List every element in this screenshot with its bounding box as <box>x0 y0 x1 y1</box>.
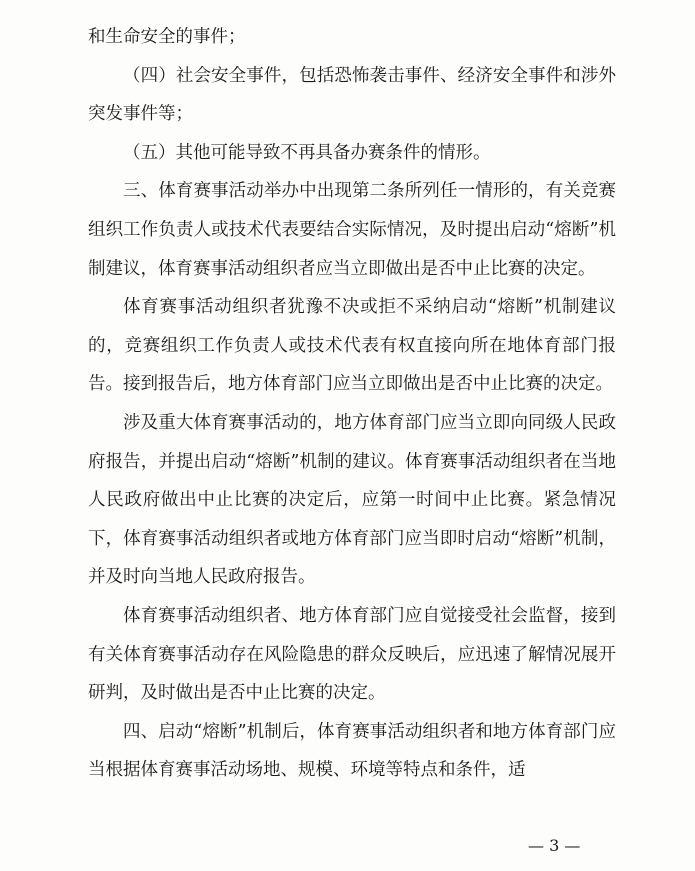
paragraph-8: 四、启动“熔断”机制后，体育赛事活动组织者和地方体育部门应当根据体育赛事活动场地、规模、环境等特点和条件，适 <box>88 721 616 781</box>
paragraph-3: （五）其他可能导致不再具备办赛条件的情形。 <box>123 142 491 163</box>
paragraph-1: 和生命安全的事件； <box>88 27 246 47</box>
paragraph-2: （四）社会安全事件，包括恐怖袭击事件、经济安全事件和涉外突发事件等； <box>88 65 616 125</box>
page-number: — 3 — <box>528 836 581 855</box>
paragraph-4: 三、体育赛事活动举办中出现第二条所列任一情形的，有关竞赛组织工作负责人或技术代表要结合实际情况，及时提出启动“熔断”机制建议，体育赛事活动组织者应当立即做出是否中止比赛的决定。 <box>88 181 616 279</box>
paragraph-7: 体育赛事活动组织者、地方体育部门应自觉接受社会监督，接到有关体育赛事活动存在风险隐患的群众反映后，应迅速了解情况展开研判，及时做出是否中止比赛的决定。 <box>88 605 616 704</box>
paragraph-6: 涉及重大体育赛事活动的，地方体育部门应当立即向同级人民政府报告，并提出启动“熔断”机制的建议。体育赛事活动组织者在当地人民政府做出中止比赛的决定后，应第一时间中止比赛。紧急情况下，体育赛事活动组织者或地方体育部门应当即时启动“熔断”机制，并及时向当地人民政府报告。 <box>88 412 616 588</box>
paragraph-5: 体育赛事活动组织者犹豫不决或拒不采纳启动“熔断”机制建议的，竞赛组织工作负责人或技术代表有权直接向所在地体育部门报告。接到报告后，地方体育部门应当立即做出是否中止比赛的决定。 <box>88 297 616 395</box>
document-body <box>88 18 616 790</box>
